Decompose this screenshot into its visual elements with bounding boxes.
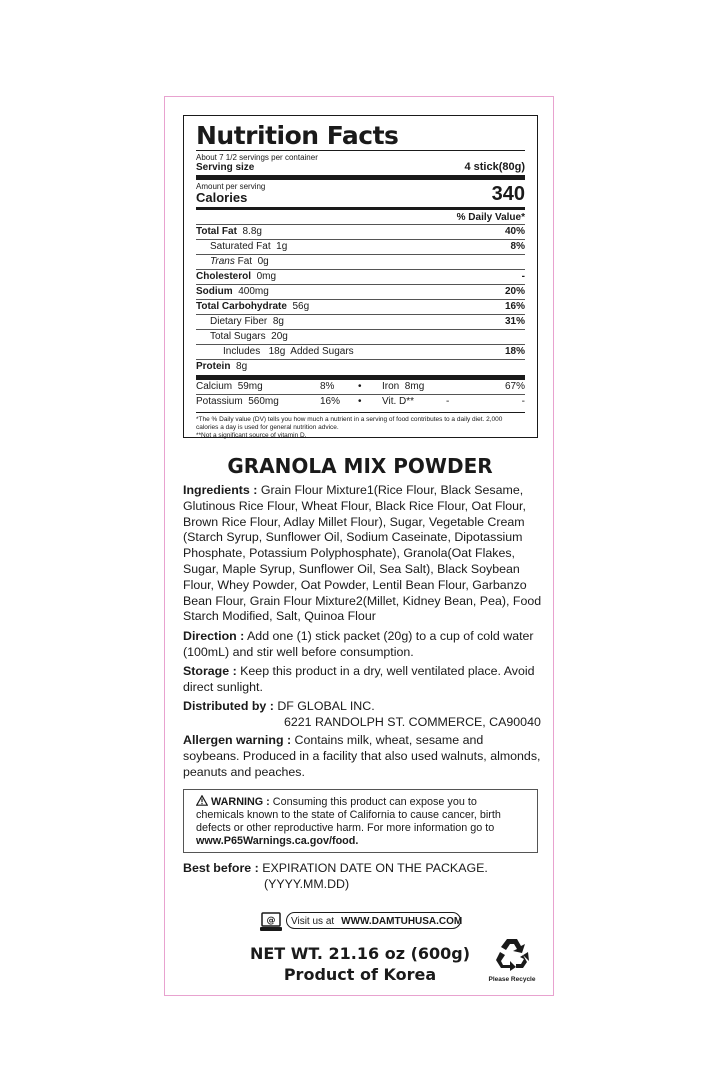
nutrient-row-total-fat: Total Fat 8.8g 40%: [196, 226, 525, 237]
direction-text: Add one (1) stick packet (20g) to a cup of cold water (100mL) and stir well before consumption.: [183, 629, 534, 659]
storage-label: Storage :: [183, 664, 237, 678]
recycle-text: Please Recycle: [488, 976, 536, 983]
nutrient-row-cholesterol: Cholesterol 0mg -: [196, 271, 525, 282]
nutrient-row-sodium: Sodium 400mg 20%: [196, 286, 525, 297]
nutrient-row-added-sugars: Includes 18g Added Sugars 18%: [196, 344, 525, 359]
allergen-section: [183, 733, 543, 780]
allergen-text: Contains milk, wheat, sesame and soybeans. Produced in a facility that also used walnuts, almonds, peanuts and peaches.: [183, 733, 541, 779]
serving-info: [196, 151, 525, 175]
website-prefix: Visit us at: [291, 916, 335, 927]
website-url: WWW.DAMTUHUSA.COM: [341, 916, 463, 927]
best-before-section: [183, 861, 543, 893]
vitamin-row-calcium-iron: Calcium 59mg 8% • Iron 8mg 67%: [196, 381, 525, 392]
serving-size-label: Serving size: [196, 162, 255, 173]
servings-per-container: About 7 1/2 servings per container: [196, 153, 318, 162]
nutrient-row-total-sugars: Total Sugars 20g: [196, 329, 525, 344]
website-badge: [260, 911, 464, 933]
computer-at-icon: [260, 911, 282, 933]
warning-triangle-icon: [196, 796, 211, 808]
warning-text: Consuming this product can expose you to chemicals known to the state of California to cause cancer, birth defects or other reproductive harm. For more information go to: [196, 796, 501, 834]
warning-label: WARNING :: [211, 796, 270, 808]
vitamin-row-potassium-vitd: Potassium 560mg 16% • Vit. D** - -: [196, 396, 525, 407]
allergen-label: Allergen warning :: [183, 733, 292, 747]
distributor-address: 6221 RANDOLPH ST. COMMERCE, CA90040: [284, 714, 541, 729]
product-title: GRANOLA MIX POWDER: [227, 454, 493, 478]
recycle-mark: [483, 935, 541, 984]
nutrient-row-total-carbohydrate: Total Carbohydrate 56g 16%: [196, 301, 525, 312]
daily-value-header: % Daily Value*: [456, 212, 525, 223]
best-before-line2: (YYYY.MM.DD): [264, 876, 350, 891]
storage-text: Keep this product in a dry, well ventilated place. Avoid direct sunlight.: [183, 664, 535, 694]
warning-link: www.P65Warnings.ca.gov/food.: [196, 835, 359, 847]
net-weight-block: [225, 943, 495, 985]
best-before-line1: EXPIRATION DATE ON THE PACKAGE.: [262, 861, 488, 875]
distributed-section: [183, 699, 543, 731]
distributed-label: Distributed by :: [183, 699, 274, 713]
product-origin: Product of Korea: [283, 965, 437, 984]
ingredients-text: Grain Flour Mixture1(Rice Flour, Black Sesame, Glutinous Rice Flour, Wheat Flour, Black Rice Flour, Oat Flour, Brown Rice Flour, Adlay Millet Flour), Sugar, Vegetable Cream (Starch Syrup, Sunflower Oil, Sodium Caseinate, Dipotassium Phosphate, Potassium Polyphosphate), Granola(Oat Flakes, Sugar, Maple Syrup, Sunflower Oil, Sea Salt), Black Soybean Flour, Whey Powder, Oat Powder, Lentil Bean Flour, Garbanzo Bean Flour, Grain Flour Mixture2(Millet, Kidney Bean, Pea), Food Starch Modified, Salt, Quinoa Flour: [183, 483, 542, 624]
ingredients-label: Ingredients :: [183, 483, 258, 497]
nutrient-row-dietary-fiber: Dietary Fiber 8g 31%: [196, 314, 525, 329]
nutrient-row-trans-fat: Trans Fat 0g: [196, 254, 525, 269]
nutrient-row-protein: Protein 8g: [196, 359, 525, 374]
svg-text:@: @: [266, 916, 276, 926]
nutrition-facts-panel: [183, 115, 538, 438]
direction-section: [183, 629, 543, 661]
calories-label: Calories: [196, 190, 248, 205]
best-before-label: Best before :: [183, 861, 259, 875]
prop65-warning-box: [183, 789, 538, 853]
website-pill: [286, 912, 461, 929]
nutrient-row-saturated-fat: Saturated Fat 1g 8%: [196, 239, 525, 254]
serving-size-value: 4 stick(80g): [464, 161, 525, 173]
recycle-icon: [492, 958, 532, 975]
nutrition-title: Nutrition Facts: [196, 121, 399, 150]
calories-row: [196, 180, 525, 205]
amount-per-serving: Amount per serving: [196, 182, 266, 191]
storage-section: [183, 664, 543, 696]
net-weight: NET WT. 21.16 oz (600g): [249, 944, 471, 963]
direction-label: Direction :: [183, 629, 245, 643]
nutrition-footnote: *The % Daily value (DV) tells you how much a nutrient in a serving of food contributes to a daily diet. 2,000 calories a day is used for general nutrition advice. **Not a significant source of vitamin D.: [196, 412, 525, 440]
distributor-name: DF GLOBAL INC.: [277, 699, 375, 713]
ingredients-section: [183, 483, 543, 625]
calories-value: 340: [491, 183, 525, 205]
product-label: [164, 96, 554, 996]
